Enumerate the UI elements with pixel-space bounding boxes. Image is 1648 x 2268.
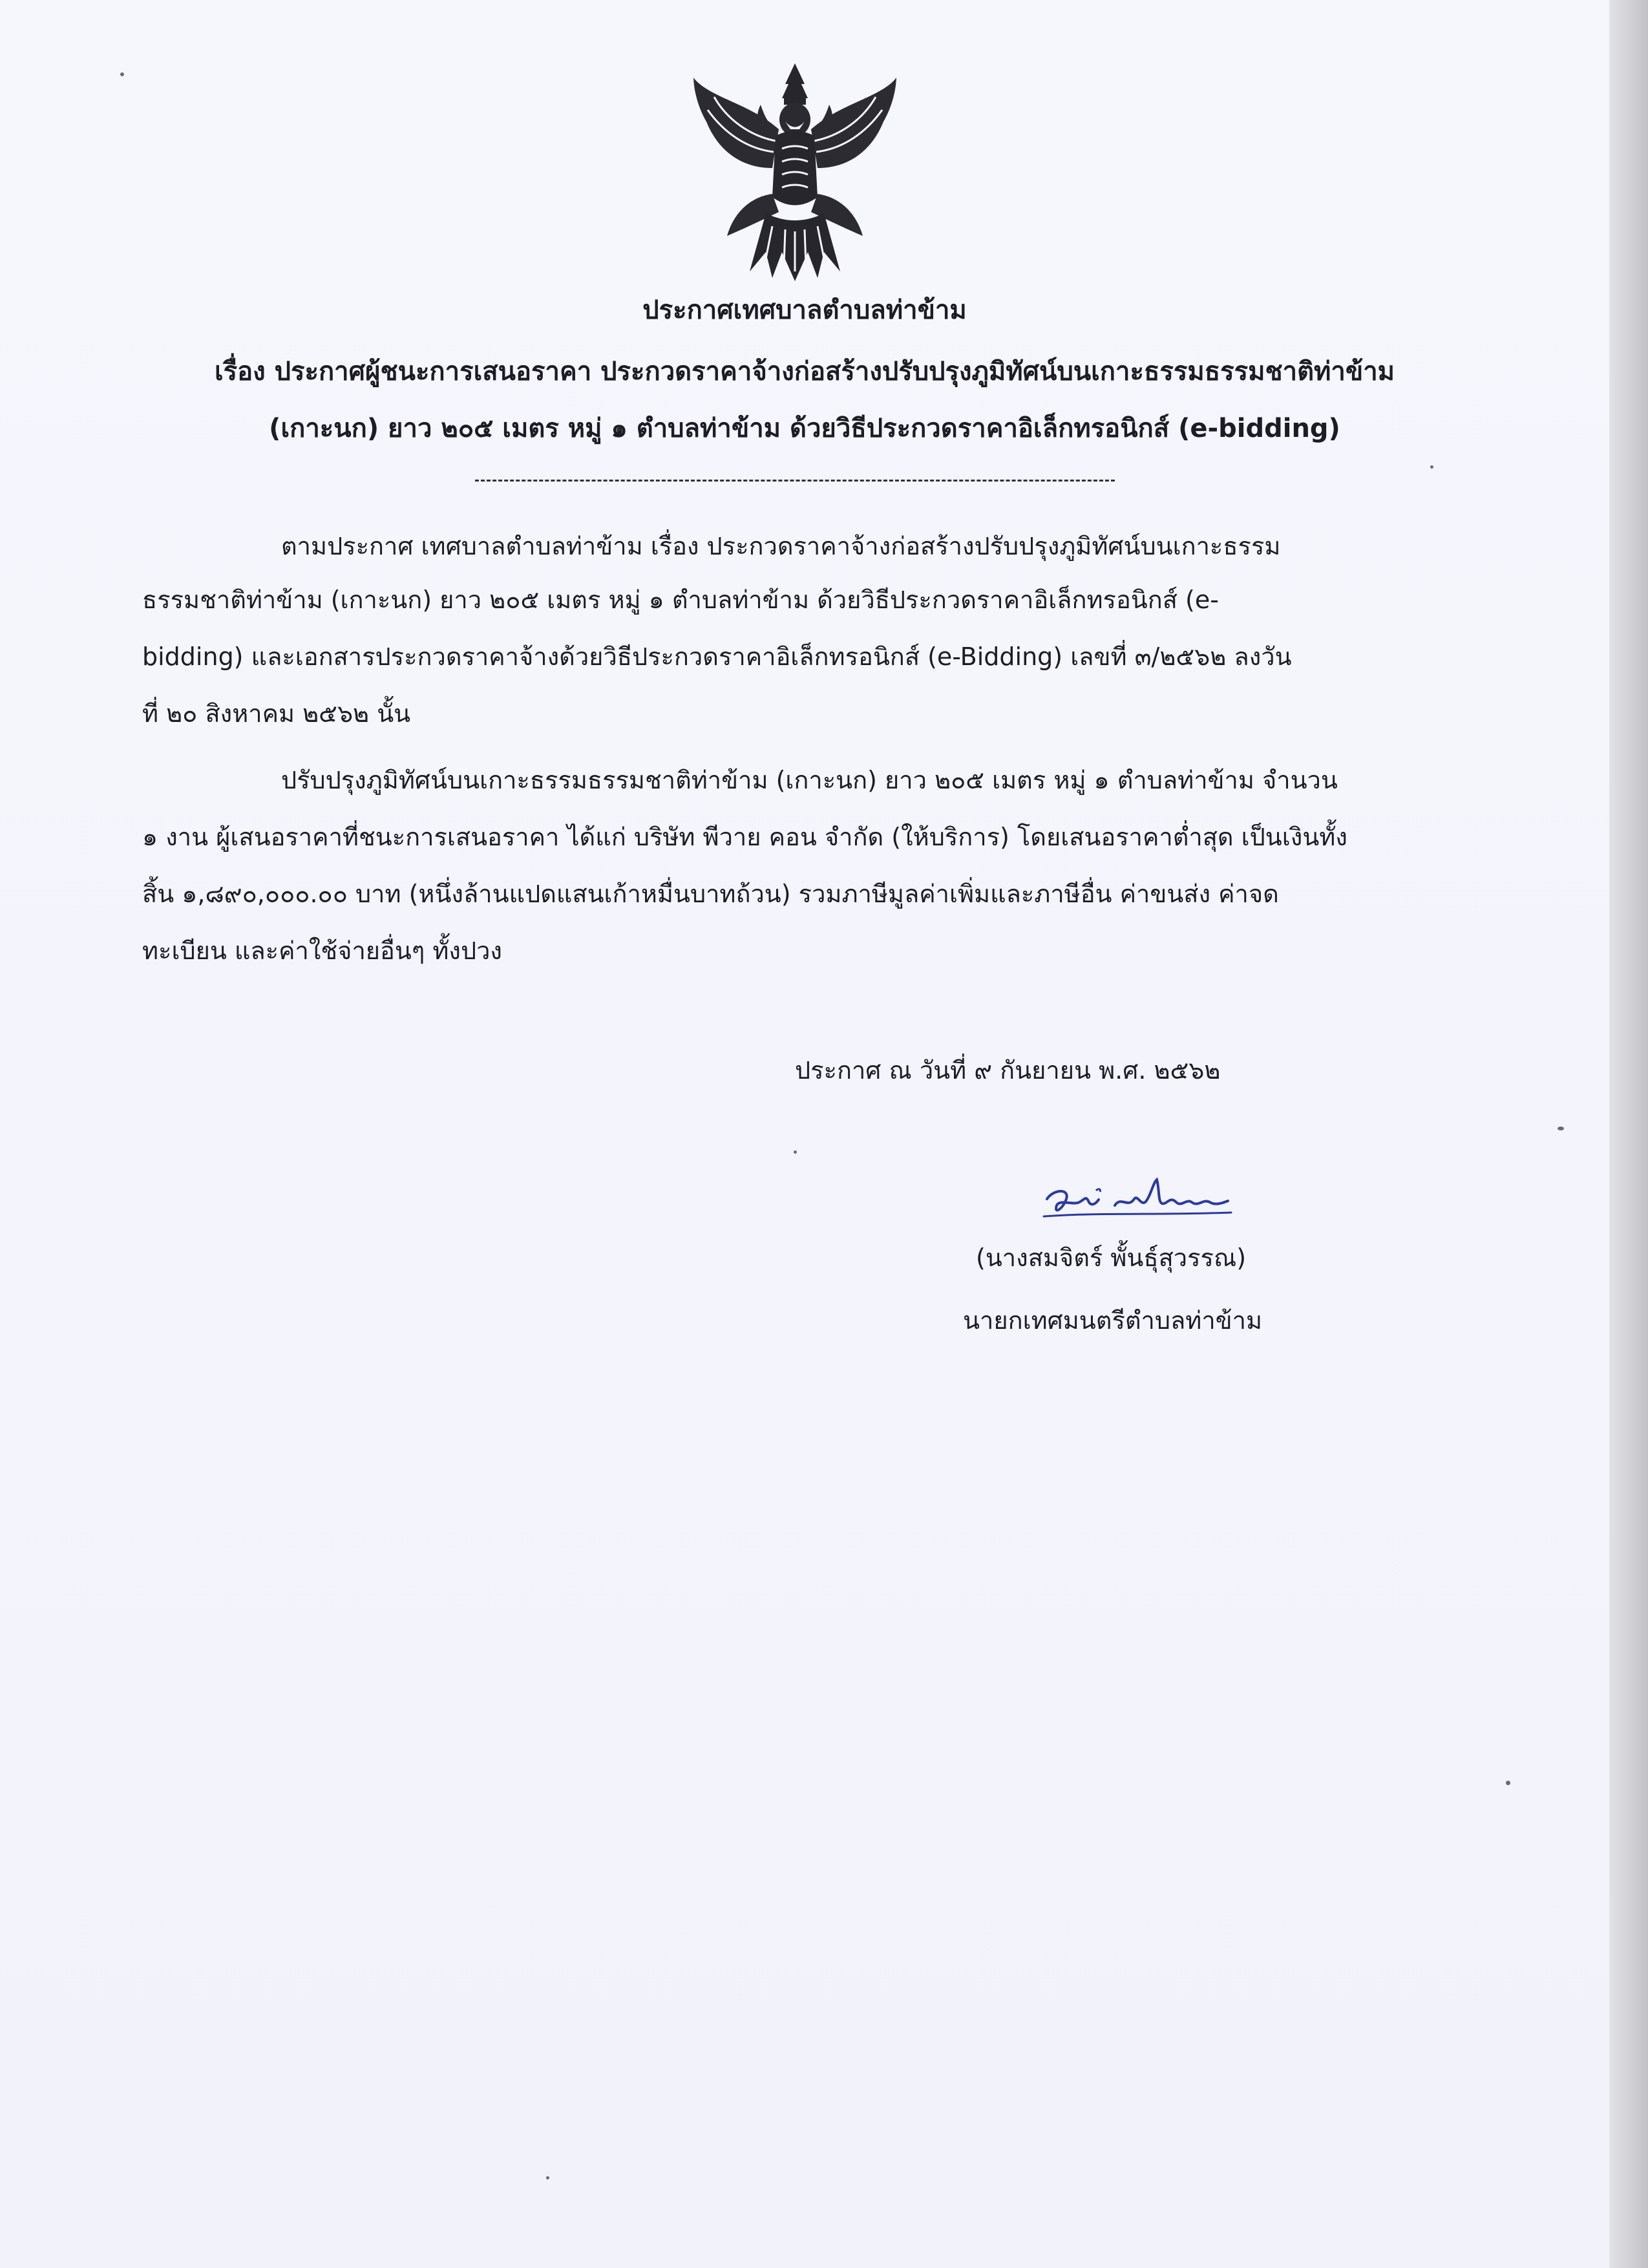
paragraph-1-line-2: ธรรมชาติท่าข้าม (เกาะนก) ยาว ๒๐๕ เมตร หมู่ ๑ ตำบลท่าข้าม ด้วยวิธีประกวดราคาอิเล็กทรอนิกส์ (e- [142,586,1219,614]
paragraph-2-line-4: ทะเบียน และค่าใช้จ่ายอื่นๆ ทั้งปวง [142,937,502,965]
signatory-position: นายกเทศมนตรีตำบลท่าข้าม [963,1306,1263,1335]
paragraph-2-line-3: สิ้น ๑,๘๙๐,๐๐๐.๐๐ บาท (หนึ่งล้านแปดแสนเก้าหมื่นบาทถ้วน) รวมภาษีมูลค่าเพิ่มและภาษีอื่น ค่าขนส่ง ค่าจด [142,880,1279,908]
garuda-emblem-icon [688,58,902,284]
paragraph-2-line-1: ปรับปรุงภูมิทัศน์บนเกาะธรรมธรรมชาติท่าข้าม (เกาะนก) ยาว ๒๐๕ เมตร หมู่ ๑ ตำบลท่าข้าม จำนวน [281,766,1338,794]
announcement-date: ประกาศ ณ วันที่ ๙ กันยายน พ.ศ. ๒๕๖๒ [795,1056,1221,1085]
document-title: ประกาศเทศบาลตำบลท่าข้าม [642,295,967,325]
scan-speck [546,2176,549,2179]
scanner-edge [1609,0,1648,2268]
paragraph-1-line-3: bidding) และเอกสารประกวดราคาจ้างด้วยวิธีประกวดราคาอิเล็กทรอนิกส์ (e-Bidding) เลขที่ ๓/๒๕๖๒ ลงวัน [142,642,1292,671]
divider [475,480,1115,482]
paragraph-2-line-2: ๑ งาน ผู้เสนอราคาที่ชนะการเสนอราคา ได้แก่ บริษัท พีวาย คอน จำกัด (ให้บริการ) โดยเสนอราคาต่ำสุด เป็นเงินทั้ง [142,823,1347,851]
scan-speck [1558,1127,1564,1130]
scan-speck [794,1150,797,1154]
paragraph-1-line-4: ที่ ๒๐ สิงหาคม ๒๕๖๒ นั้น [142,699,411,728]
scan-speck [1506,1781,1510,1785]
signatory-name: (นางสมจิตร์ พั้นธุ์สุวรรณ) [976,1244,1247,1272]
scan-speck [1430,465,1433,469]
handwritten-signature [1034,1170,1234,1235]
subject-line-1: เรื่อง ประกาศผู้ชนะการเสนอราคา ประกวดราคาจ้างก่อสร้างปรับปรุงภูมิทัศน์บนเกาะธรรมธรรมชาติท่าข้าม [214,357,1395,387]
scan-speck [120,72,124,76]
paragraph-1-line-1: ตามประกาศ เทศบาลตำบลท่าข้าม เรื่อง ประกวดราคาจ้างก่อสร้างปรับปรุงภูมิทัศน์บนเกาะธรรม [281,532,1281,560]
subject-line-2: (เกาะนก) ยาว ๒๐๕ เมตร หมู่ ๑ ตำบลท่าข้าม ด้วยวิธีประกวดราคาอิเล็กทรอนิกส์ (e-bidding) [269,414,1340,443]
